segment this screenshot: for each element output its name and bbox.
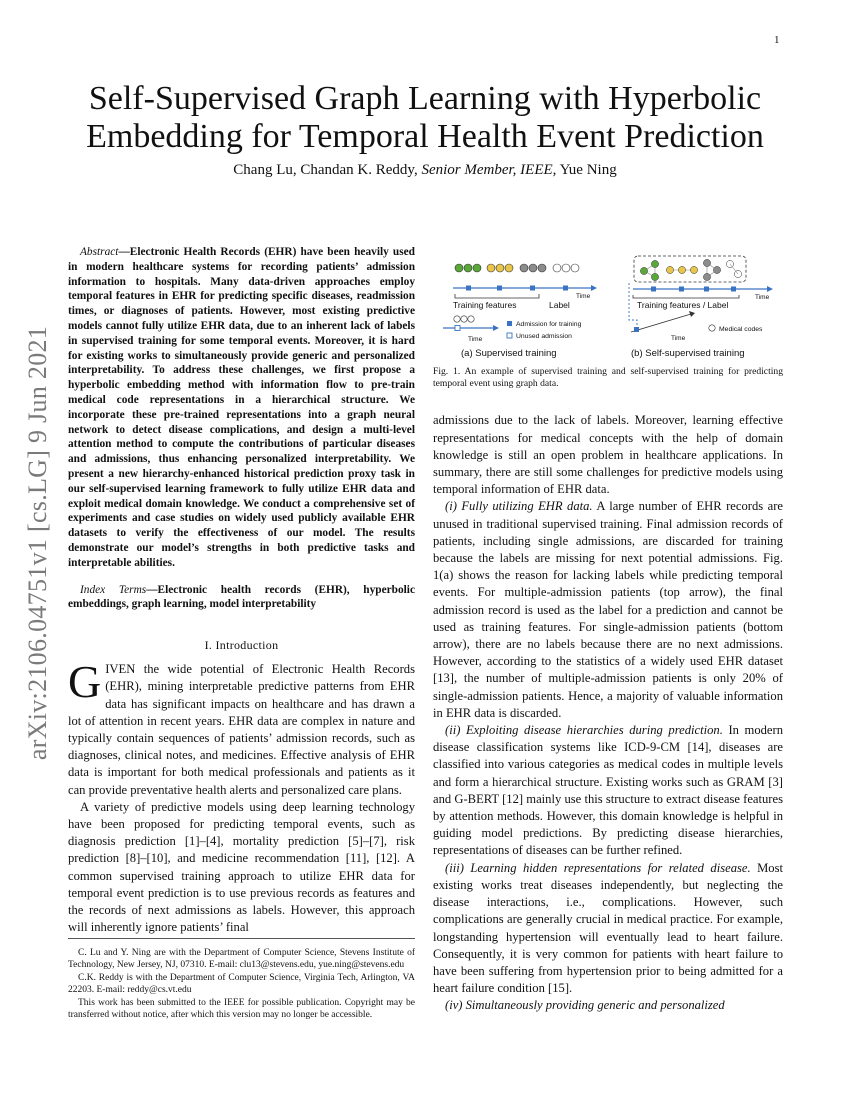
challenge-1-text: A large number of EHR records are unused in traditional supervised training. Final admission records of patients, including single admissions, are discarded for training because the labels are missing for next potential admissions. Fig. 1(a) shows the reason for lacking labels while predicting temporal events. For multiple-admission patients (top arrow), the final admission record is used as the label for a prediction and cannot be used as training features. For single-admission patients (bottom arrow), there are no labels because there are no next admissions. However, according to the statistics of a widely used EHR dataset [13], the number of multiple-admission patients is only 20% of single-admission patients. Hence, a majority of valuable information in EHR data is discarded. <box>433 499 783 720</box>
footnote-affiliation-1: C. Lu and Y. Ning are with the Department of Computer Science, Stevens Institute of Technology, New Jersey, NJ, 07310. E-mail: clu13@stevens.edu, yue.ning@stevens.edu <box>68 948 415 971</box>
caption-self-supervised-training: (b) Self-supervised training <box>631 348 745 359</box>
legend-admission-for-training: Admission for training <box>516 321 582 328</box>
caption-supervised-training: (a) Supervised training <box>461 348 557 359</box>
index-terms-text: —Electronic health records (EHR), hyperbolic embeddings, graph learning, model interpretability <box>68 583 415 611</box>
figure-1-caption: Fig. 1. An example of supervised training and self-supervised training for predicting temporal event using graph data. <box>433 366 783 390</box>
abstract <box>68 245 415 571</box>
time-label-a-bottom: Time <box>468 336 483 343</box>
intro-paragraph-1 <box>68 656 415 799</box>
challenge-2-lead: (ii) Exploiting disease hierarchies during prediction. <box>445 723 723 738</box>
left-column <box>68 245 415 936</box>
intro-paragraph-2: A variety of predictive models using deep learning technology have been proposed for predicting temporal events, such as diagnosis prediction [1]–[4], mortality prediction [5]–[7], risk prediction [8]–[10], and medicine recommendation [11], [12]. A common supervised training approach to utilize EHR data for temporal event prediction is to use previous records as features and the records of next admissions as labels. However, this approach will inherently ignore patients’ final <box>68 799 415 935</box>
right-paragraph-1: admissions due to the lack of labels. Moreover, learning effective representations for medical concepts with the help of domain knowledge is still an open problem in healthcare applications. In summary, there are still some challenges for predictive models using temporal information of EHR data. <box>433 413 783 497</box>
legend-unused-admission: Unused admission <box>516 333 572 340</box>
challenge-3-lead: (iii) Learning hidden representations for related disease. <box>445 860 751 875</box>
arxiv-stamp[interactable] <box>24 308 52 778</box>
time-label-b-top: Time <box>755 294 770 301</box>
abstract-text: —Electronic Health Records (EHR) have been heavily used in modern healthcare systems for recording patients’ admission information to hospitals. Many data-driven approaches employ temporal features in EHR for predicting specific diseases, readmission times, or diagnoses of patients. However, most existing predictive models cannot fully utilize EHR data, due to an inherent lack of labels in supervised training for some temporal events. Moreover, it is hard for existing works to simultaneously provide generic and personalized interpretability. To address these challenges, we first propose a hyperbolic embedding method with information flow to pre-train medical code representations in a hierarchical structure. We incorporate these pre-trained representations into a graph neural network to detect disease complications, and design a multi-level attention method to compute the contributions of particular diseases and admissions, thus enhancing personalized interpretability. We present a new hierarchy-enhanced historical prediction proxy task in our self-supervised learning framework to fully utilize EHR data and exploit medical domain knowledge. We conduct a comprehensive set of experiments and case studies on widely used publicly available EHR datasets to verify the effectiveness of our model. The results demonstrate our model’s strengths in both predictive tasks and interpretable abilities. <box>68 246 415 569</box>
time-label-a-top: Time <box>576 293 591 300</box>
supervised-panel <box>443 264 597 359</box>
challenge-4-lead: (iv) Simultaneously providing generic and personalized <box>445 998 725 1013</box>
challenge-1-lead: (i) Fully utilizing EHR data. <box>445 499 593 514</box>
right-paragraph-5 <box>433 997 783 1014</box>
author-names-2: Yue Ning <box>556 162 617 178</box>
legend-medical-codes: Medical codes <box>719 326 763 333</box>
challenge-3-text: Most existing works treat diseases independently, but neglecting the disease interactions, i.e., complications. However, such complications are generally crucial in medical practice. For example, longstanding hypertension will eventually lead to heart failure. Consequently, it is very common for patients with heart failure to have been suffering from hypertension prior to being admitted for a heart failure condition [15]. <box>433 860 783 996</box>
footnote-affiliation-2: C.K. Reddy is with the Department of Computer Science, Virginia Tech, Arlington, VA 22203. E-mail: reddy@cs.vt.edu <box>68 972 415 996</box>
training-features-label-b: Training features / Label <box>637 300 729 310</box>
footnote-copyright: This work has been submitted to the IEEE for possible publication. Copyright may be transferred without notice, after which this version may no longer be accessible. <box>68 997 415 1021</box>
challenge-2-text: In modern disease classification systems like ICD-9-CM [14], diseases are classified into various categories as medical codes in multiple levels and form a hierarchical structure. Existing works such as GRAM [3] and G-BERT [12] mainly use this structure to extract disease features by attention methods. However, this domain knowledge is helpful in guiding model predictions. By predicting disease hierarchies, representations of diseases can be further refined. <box>433 723 783 858</box>
self-supervised-panel <box>629 256 773 359</box>
right-column-body <box>433 412 783 1014</box>
abstract-lead: Abstract <box>80 246 119 258</box>
arxiv-stamp-text: arXiv:2106.04751v1 [cs.LG] 9 Jun 2021 <box>23 325 52 761</box>
index-terms-lead: Index Terms <box>80 583 147 596</box>
index-terms <box>68 583 415 613</box>
training-features-label: Training features <box>453 300 517 310</box>
right-paragraph-4 <box>433 860 783 998</box>
author-names: Chang Lu, Chandan K. Reddy, <box>233 162 422 178</box>
author-line <box>60 162 790 179</box>
time-label-b-bottom: Time <box>671 335 686 342</box>
figure-1 <box>433 250 783 362</box>
paper-title: Self-Supervised Graph Learning with Hyperbolic Embedding for Temporal Health Event Prediction <box>86 80 764 155</box>
dropcap: G <box>68 656 102 708</box>
page-number: 1 <box>774 34 780 46</box>
figure-1-diagram <box>433 250 783 362</box>
section-heading-introduction: I. Introduction <box>204 638 279 653</box>
footnotes <box>68 938 415 1021</box>
right-column <box>433 250 783 1015</box>
label-label: Label <box>549 300 570 310</box>
right-paragraph-2 <box>433 498 783 722</box>
intro-paragraph-1-text: IVEN the wide potential of Electronic Health Records (EHR), mining interpretable predictive patterns from EHR data has significant impacts on healthcare and has drawn a lot of attention in recent years. EHR data are complex in nature and typically contain sequences of patients’ admission records, such as diagnoses, clinical notes, and medicines. Effective analysis of EHR data is important for both medical professionals and patients as it can provide preventative health alerts and personalized care plans. <box>68 662 415 797</box>
author-role: Senior Member, IEEE, <box>421 162 557 178</box>
right-paragraph-3 <box>433 722 783 860</box>
